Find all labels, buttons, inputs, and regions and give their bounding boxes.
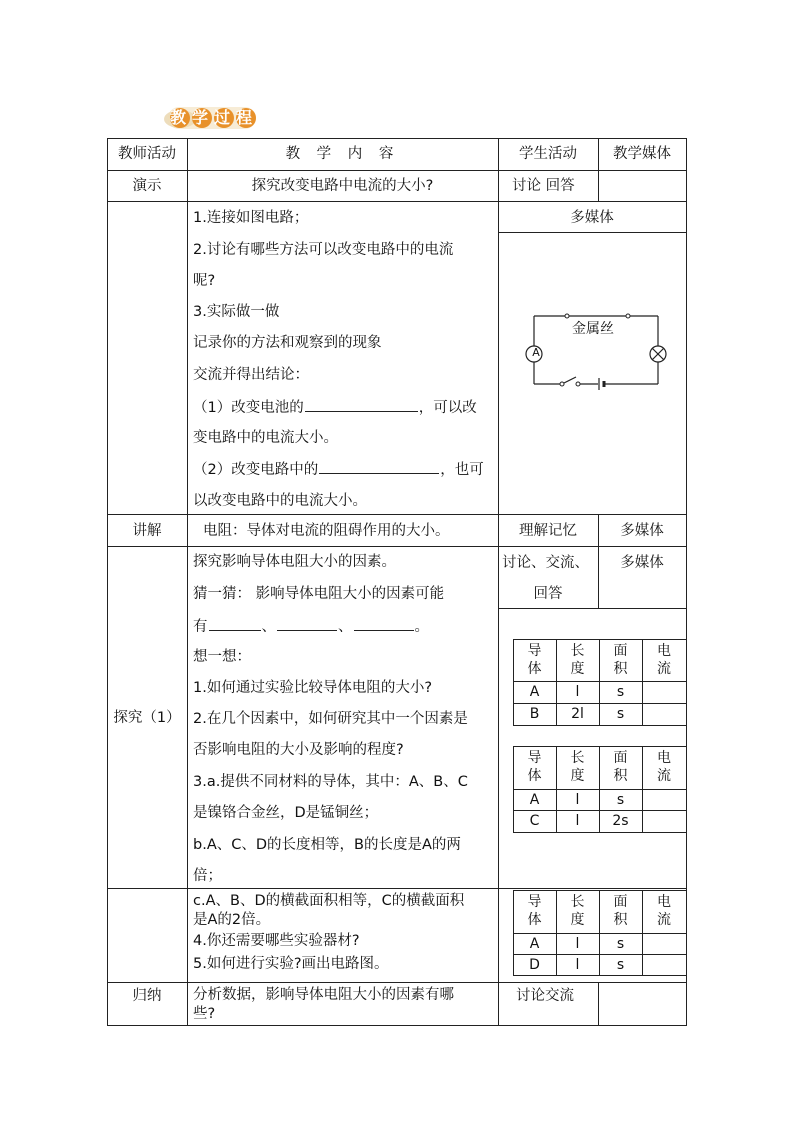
row3-teacher: 讲解 [132, 523, 162, 539]
table-header: 导 体 [527, 643, 542, 677]
row4-student-a: 讨论、交流、 [502, 555, 589, 571]
row6-teacher: 归纳 [132, 988, 162, 1004]
row2-line: 2.讨论有哪些方法可以改变电路中的电流 [193, 242, 454, 258]
table-header: 电 流 [657, 750, 671, 784]
table-header: 电 流 [657, 643, 671, 677]
table-cell: s [616, 957, 625, 973]
table-cell: A [529, 684, 540, 700]
header-student: 学生活动 [519, 146, 577, 162]
row4-text: 、 [338, 619, 353, 635]
row6-student: 讨论交流 [516, 988, 574, 1004]
row2-text: （1）改变电池的 [193, 400, 304, 416]
table-cell: l [575, 957, 580, 973]
table-cell: C [529, 813, 540, 829]
banner-title: 教学过程 [170, 108, 259, 127]
row2-text: （2）改变电路中的 [193, 462, 319, 478]
row4-text: 有 [193, 619, 208, 635]
row4-line: 否影响电阻的大小及影响的程度? [193, 742, 404, 758]
row5-line: c.A、B、D的横截面积相等，C的横截面积 [193, 893, 465, 909]
row1-content: 探究改变电路中电流的大小? [251, 178, 434, 194]
row3-media: 多媒体 [620, 523, 664, 539]
table-cell: 2s [612, 813, 629, 829]
table-header: 导 体 [527, 750, 542, 784]
row4-line: 猜一猜： 影响导体电阻大小的因素可能 [193, 586, 445, 602]
table-cell: l [575, 684, 580, 700]
row4-line: 倍； [193, 868, 222, 884]
row4-line: 1.如何通过实验比较导体电阻的大小? [193, 680, 433, 696]
circuit-diagram [520, 300, 670, 400]
row5-line: 5.如何进行实验?画出电路图。 [193, 956, 389, 972]
table-cell: l [575, 813, 580, 829]
table-cell: l [575, 792, 580, 808]
table-header: 长 度 [570, 750, 585, 784]
row2-line: 交流并得出结论： [193, 367, 309, 383]
table-cell: A [529, 936, 540, 952]
table-header: 面 积 [613, 750, 628, 784]
row2-line: 以改变电路中的电流大小。 [193, 493, 367, 509]
table-cell: B [529, 706, 540, 722]
section-banner [160, 103, 260, 131]
header-teacher: 教师活动 [118, 146, 176, 162]
table-cell: D [529, 957, 540, 973]
row4-teacher: 探究（1） [113, 710, 181, 726]
row1-student: 讨论 回答 [512, 178, 575, 194]
answer-blank[interactable] [319, 459, 439, 474]
row4-line: 2.在几个因素中，如何研究其中一个因素是 [193, 711, 468, 727]
row2-line: 变电路中的电流大小。 [193, 430, 338, 446]
wire-label: 金属丝 [572, 321, 614, 337]
row6-content: 些? [193, 1006, 216, 1022]
table-cell: s [616, 792, 625, 808]
header-media: 教学媒体 [613, 146, 671, 162]
table-header: 电 流 [657, 894, 671, 928]
row2-line: 1.连接如图电路； [193, 210, 309, 226]
fill-in-line-2 [193, 459, 484, 480]
row1-teacher: 演示 [132, 178, 162, 194]
row2-line: 呢? [193, 273, 216, 289]
header-content: 教 学 内 容 [285, 146, 400, 162]
answer-blank[interactable] [209, 616, 261, 631]
row4-line: 3.a.提供不同材料的导体，其中：A、B、C [193, 774, 468, 790]
row2-text: ，可以改 [418, 400, 477, 416]
row4-line: 探究影响导体电阻大小的因素。 [193, 554, 396, 570]
row4-media: 多媒体 [620, 555, 664, 571]
row2-media: 多媒体 [570, 210, 614, 226]
fill-in-line-1 [193, 397, 477, 418]
row3-student: 理解记忆 [519, 523, 577, 539]
row3-content: 电阻：导体对电流的阻碍作用的大小。 [203, 523, 450, 539]
row4-student-b: 回答 [533, 586, 563, 602]
answer-blank[interactable] [305, 397, 418, 412]
table-cell: s [616, 706, 625, 722]
table-cell: A [529, 792, 540, 808]
table-header: 面 积 [613, 894, 628, 928]
answer-blank[interactable] [354, 616, 414, 631]
row4-line: 是镍铬合金丝，D是锰铜丝； [193, 805, 379, 821]
row6-content: 分析数据，影响导体电阻大小的因素有哪 [193, 987, 454, 1003]
row2-line: 3.实际做一做 [193, 304, 280, 320]
answer-blank[interactable] [277, 616, 337, 631]
row4-text: 。 [414, 619, 429, 635]
table-cell: s [616, 684, 625, 700]
table-header: 面 积 [613, 643, 628, 677]
row5-line: 4.你还需要哪些实验器材? [193, 933, 360, 949]
table-cell: l [575, 936, 580, 952]
row4-line: b.A、C、D的长度相等，B的长度是A的两 [193, 837, 461, 853]
row4-line: 想一想： [193, 649, 251, 665]
row5-line: 是A的2倍。 [193, 912, 271, 928]
table-header: 导 体 [527, 894, 542, 928]
table-cell: s [616, 936, 625, 952]
row4-text: 、 [261, 619, 276, 635]
table-header: 长 度 [570, 643, 585, 677]
table-header: 长 度 [570, 894, 585, 928]
table-cell: 2l [571, 706, 584, 722]
ammeter-label: A [532, 346, 540, 359]
fill-in-guess [193, 616, 429, 637]
row2-text: ，也可 [440, 462, 484, 478]
row2-line: 记录你的方法和观察到的现象 [193, 335, 382, 351]
